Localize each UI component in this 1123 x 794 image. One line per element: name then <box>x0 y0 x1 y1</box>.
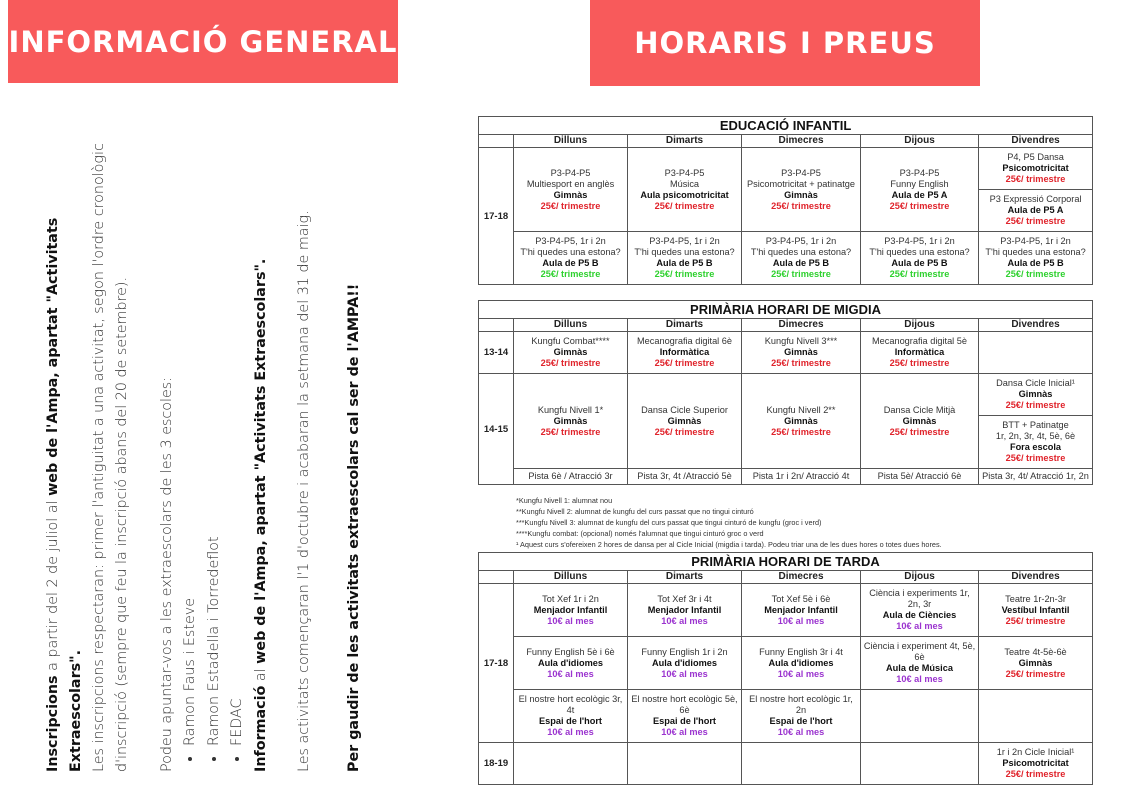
price-text: 25€/ trimestre <box>1005 174 1066 184</box>
activity-text: Teatre 1r-2n-3r <box>1005 593 1066 604</box>
activity-text: P3-P4-P5 <box>664 167 705 178</box>
membership-note <box>343 104 366 772</box>
schools-list <box>179 104 250 772</box>
corner-cell <box>479 571 514 584</box>
activity-cell <box>742 148 861 232</box>
activity-text: 1r, 2n, 3r, 4t, 5è, 6è <box>995 431 1076 441</box>
location-text: Espai de l'hort <box>769 716 833 726</box>
activity-cell <box>861 374 979 469</box>
table-row <box>479 690 1093 743</box>
table-title: PRIMÀRIA HORARI DE TARDA <box>479 553 1093 571</box>
activity-text: Dansa Cicle Superior <box>641 404 728 415</box>
activity-text: Teatre 4t-5è-6è <box>1004 646 1067 657</box>
table-row <box>479 637 1093 690</box>
activity-text: Pista 5è/ Atracció 6è <box>877 471 962 481</box>
activity-text: P3-P4-P5, 1r i 2n <box>765 236 837 246</box>
price-text: 25€/ trimestre <box>889 358 950 368</box>
activity-box <box>861 469 978 484</box>
bold-text: Per gaudir de les activitats extraescolars cal ser de l'AMPA!! <box>345 283 362 772</box>
activity-text: P3-P4-P5, 1r i 2n <box>884 236 955 246</box>
price-text: 10€ al mes <box>777 615 825 626</box>
activity-text: T'hi quedes una estona? <box>985 247 1086 257</box>
price-text: 25€/ trimestre <box>771 426 831 437</box>
price-text: 25€/ trimestre <box>654 358 715 368</box>
price-text: 10€ al mes <box>661 727 708 737</box>
footnotes <box>516 495 942 550</box>
location-text: Gimnàs <box>553 189 588 200</box>
activity-box <box>514 690 627 742</box>
activity-text: T'hi quedes una estona? <box>520 247 621 257</box>
location-text: Menjador Infantil <box>764 604 838 615</box>
activity-cell <box>628 374 742 469</box>
price-text: 25€/ trimestre <box>1005 216 1066 226</box>
table-title: PRIMÀRIA HORARI DE MIGDIA <box>479 301 1093 319</box>
price-text: 25€/ trimestre <box>654 269 715 279</box>
day-header: Dimecres <box>742 135 861 148</box>
location-text: Gimnàs <box>902 415 937 426</box>
footnote: ***Kungfu Nivell 3: alumnat de kungfu del curs passat que tingui cinturó de kungfu (groc i verd) <box>516 518 822 527</box>
activity-text: BTT + Patinatge <box>1002 420 1069 430</box>
activity-box <box>628 760 741 768</box>
activity-box <box>742 760 860 768</box>
activity-box <box>514 232 627 284</box>
time-slot: 17-18 <box>479 148 514 285</box>
activity-box <box>628 332 741 373</box>
activity-box <box>979 415 1092 468</box>
price-text: 25€/ trimestre <box>1005 769 1066 779</box>
day-header: Dilluns <box>514 571 628 584</box>
activity-text: P3-P4-P5 <box>781 167 821 178</box>
activity-cell <box>979 690 1093 743</box>
activity-box <box>628 643 741 684</box>
activity-box <box>514 590 627 631</box>
bold-text: Informació <box>252 685 269 772</box>
day-header: Divendres <box>979 135 1093 148</box>
location-text: Vestíbul Infantil <box>1001 604 1070 615</box>
text: a partir del 2 de juliol al <box>45 495 61 676</box>
day-header: Dilluns <box>514 319 628 332</box>
inscriptions-paragraph <box>42 104 88 772</box>
activity-text: P4, P5 Dansa <box>1007 152 1064 162</box>
day-header: Dilluns <box>514 135 628 148</box>
activity-box <box>861 584 978 636</box>
location-text: Aula de Música <box>886 663 953 673</box>
activity-text: Pista 1r i 2n/ Atracció 4t <box>752 471 850 481</box>
location-text: Psicomotricitat <box>1002 758 1069 768</box>
school-item: • FEDAC <box>226 104 250 746</box>
footnote: ****Kungfu combat: (opcional) només l'alumnat que tingui cinturó groc o verd <box>516 529 764 538</box>
activity-text: Kungfu Nivell 2** <box>766 404 836 415</box>
text: al <box>252 663 269 686</box>
activity-box <box>742 232 860 284</box>
time-slot: 18-19 <box>479 743 514 785</box>
activity-cell <box>742 469 861 485</box>
location-text: Aula de P5 B <box>656 258 713 268</box>
activity-box <box>979 712 1092 720</box>
schools-intro: Podeu apuntar-vos a les extraescolars de les 3 escoles: <box>159 376 175 772</box>
table-row <box>479 469 1093 485</box>
activity-box <box>861 232 978 284</box>
activity-box <box>979 232 1092 284</box>
ampa-web-link-text: web de l'Ampa, apartat "Activitats Extraescolars". <box>45 217 84 772</box>
activity-text: Dansa Cicle Mitjà <box>883 404 956 415</box>
price-text: 10€ al mes <box>661 615 708 626</box>
activity-box <box>514 164 627 216</box>
activity-cell <box>861 232 979 285</box>
location-text: Gimnàs <box>1018 389 1053 399</box>
day-header: Dimarts <box>628 135 742 148</box>
activity-box <box>979 743 1092 784</box>
day-header: Dijous <box>861 319 979 332</box>
price-text: 10€ al mes <box>777 668 825 679</box>
price-text: 10€ al mes <box>896 674 943 684</box>
activity-box <box>742 332 860 373</box>
schedule-table-tarda <box>478 552 1093 785</box>
activity-box <box>628 401 741 442</box>
price-text: 10€ al mes <box>896 621 943 631</box>
activity-text: El nostre hort ecològic 1r, 2n <box>749 694 853 715</box>
table-row <box>479 232 1093 285</box>
activity-cell <box>979 637 1093 690</box>
day-header: Dimarts <box>628 319 742 332</box>
activity-box <box>628 690 741 742</box>
schedule-table-migdia <box>478 300 1093 485</box>
location-text: Aula d'idiomes <box>652 657 717 668</box>
activity-box <box>979 643 1092 684</box>
activity-box <box>628 164 741 216</box>
activity-text: P3-P4-P5, 1r i 2n <box>535 236 606 246</box>
location-text: Gimnàs <box>784 347 818 357</box>
activity-box <box>861 637 978 689</box>
price-text: 25€/ trimestre <box>540 426 601 437</box>
time-slot: 13-14 <box>479 332 514 374</box>
activity-box <box>514 401 627 442</box>
activity-text: Funny English 1r i 2n <box>641 646 728 657</box>
price-text: 25€/ trimestre <box>771 200 831 211</box>
activity-text: P3 Expressió Corporal <box>989 194 1082 204</box>
general-info-text <box>42 104 372 772</box>
activity-box <box>628 469 741 484</box>
order-paragraph: Les inscripcions respectaran: primer l'antiguitat a una activitat, segon l'ordre cronològic d'inscripció (sempre que feu la inscripció abans del 20 de setembre). <box>91 143 130 772</box>
price-text: 10€ al mes <box>547 727 594 737</box>
activity-text: T'hi quedes una estona? <box>750 247 852 257</box>
location-text: Informàtica <box>894 347 945 357</box>
activity-box <box>742 469 860 484</box>
activity-text: Funny English <box>890 178 949 189</box>
activity-cell <box>861 637 979 690</box>
footnote: ¹ Aquest curs s'ofereixen 2 hores de dansa per al Cicle Inicial (migdia i tarda). Podeu triar una de les dues hores o totes dues hores. <box>516 540 942 549</box>
activity-box <box>861 712 978 720</box>
banner-informacio-general <box>8 0 398 83</box>
school-item: • Ramon Estadella i Torredeflot <box>203 104 227 746</box>
day-header: Dijous <box>861 135 979 148</box>
location-text: Gimnàs <box>784 415 818 426</box>
corner-cell <box>479 319 514 332</box>
location-text: Gimnàs <box>1018 657 1053 668</box>
activity-cell <box>979 469 1093 485</box>
location-text: Fora escola <box>1009 442 1062 452</box>
activity-text: El nostre hort ecològic 3r, 4t <box>518 694 623 715</box>
activity-box <box>861 760 978 768</box>
activity-box <box>979 469 1092 484</box>
activity-cell <box>979 332 1093 374</box>
time-slot: 14-15 <box>479 374 514 485</box>
activity-cell <box>514 690 628 743</box>
activity-text: Kungfu Combat**** <box>531 336 610 346</box>
ampa-web-link-text: web de l'Ampa, apartat "Activitats Extraescolars". <box>252 258 269 664</box>
price-text: 25€/ trimestre <box>540 269 601 279</box>
activity-cell <box>628 637 742 690</box>
activity-cell <box>861 148 979 232</box>
activity-box <box>861 332 978 373</box>
activity-box <box>979 148 1092 189</box>
activity-cell <box>628 469 742 485</box>
price-text: 25€/ trimestre <box>771 269 831 279</box>
location-text: Aula d'idiomes <box>768 657 834 668</box>
table-row <box>479 148 1093 232</box>
price-text: 25€/ trimestre <box>771 358 831 368</box>
activity-cell <box>742 637 861 690</box>
table-row <box>479 584 1093 637</box>
activity-box <box>514 332 627 373</box>
activity-cell <box>514 469 628 485</box>
activity-text: Psicomotricitat + patinatge <box>746 178 855 189</box>
activity-box <box>742 401 860 442</box>
location-text: Espai de l'hort <box>539 716 602 726</box>
activity-text: P3-P4-P5 <box>899 167 940 178</box>
price-text: 25€/ trimestre <box>889 426 950 437</box>
price-text: 25€/ trimestre <box>654 426 715 437</box>
location-text: Espai de l'hort <box>653 716 716 726</box>
activity-text: Pista 6è / Atracció 3r <box>528 471 613 481</box>
school-item: • Ramon Faus i Esteve <box>179 104 203 746</box>
activity-cell <box>514 637 628 690</box>
activity-cell <box>514 232 628 285</box>
activity-text: T'hi quedes una estona? <box>869 247 970 257</box>
location-text: Gimnàs <box>553 415 588 426</box>
banner-title: HORARIS I PREUS <box>634 26 936 60</box>
activity-text: Música <box>669 178 700 189</box>
time-slot: 17-18 <box>479 584 514 743</box>
activity-cell <box>861 469 979 485</box>
price-text: 25€/ trimestre <box>540 358 601 368</box>
activity-cell <box>742 690 861 743</box>
activity-box <box>742 164 860 216</box>
price-text: 25€/ trimestre <box>889 200 950 211</box>
activity-box <box>979 349 1092 357</box>
activity-box <box>861 164 978 216</box>
activity-text: Dansa Cicle Inicial¹ <box>996 378 1075 388</box>
price-text: 10€ al mes <box>547 668 594 679</box>
activity-cell <box>742 743 861 785</box>
table-title: EDUCACIÓ INFANTIL <box>479 117 1093 135</box>
location-text: Gimnàs <box>553 347 588 357</box>
activity-cell <box>861 584 979 637</box>
information-paragraph <box>250 104 273 772</box>
dates-paragraph: Les activitats començaran l'1 d'octubre i acabaran la setmana del 31 de maig. <box>295 210 312 772</box>
activity-box <box>514 469 627 484</box>
activity-text: P3-P4-P5, 1r i 2n <box>1000 236 1071 246</box>
activity-text: P3-P4-P5, 1r i 2n <box>649 236 720 246</box>
activity-cell <box>628 743 742 785</box>
schedule-table-infantil <box>478 116 1093 285</box>
activity-cell <box>514 148 628 232</box>
location-text: Aula de P5 B <box>1007 258 1064 268</box>
day-header: Divendres <box>979 319 1093 332</box>
activity-cell <box>514 374 628 469</box>
activity-text: Ciència i experiment 4t, 5è, 6è <box>863 641 976 662</box>
activity-box <box>742 643 860 684</box>
activity-text: 1r i 2n Cicle Inicial¹ <box>996 747 1075 757</box>
footnote: **Kungfu Nivell 2: alumnat de kungfu del curs passat que no tingui cinturó <box>516 507 754 516</box>
activity-box <box>742 690 860 742</box>
activity-box <box>628 232 741 284</box>
location-text: Gimnàs <box>784 189 818 200</box>
location-text: Aula de P5 B <box>772 258 830 268</box>
activity-box <box>514 760 627 768</box>
activity-cell <box>861 690 979 743</box>
activity-text: Ciència i experiments 1r, 2n, 3r <box>869 588 970 609</box>
activity-cell <box>514 584 628 637</box>
price-text: 25€/ trimestre <box>1005 453 1066 463</box>
day-header: Dijous <box>861 571 979 584</box>
activity-cell <box>628 332 742 374</box>
activity-text: Kungfu Nivell 3*** <box>764 336 838 346</box>
activity-cell <box>742 374 861 469</box>
location-text: Menjador Infantil <box>647 604 722 615</box>
location-text: Gimnàs <box>667 415 702 426</box>
activity-text: T'hi quedes una estona? <box>634 247 735 257</box>
activity-cell <box>628 232 742 285</box>
activity-box <box>742 590 860 631</box>
corner-cell <box>479 135 514 148</box>
activity-text: Funny English 3r i 4t <box>759 646 843 657</box>
location-text: Psicomotricitat <box>1002 163 1069 173</box>
activity-box <box>628 590 741 631</box>
price-text: 25€/ trimestre <box>654 200 715 211</box>
activity-box <box>514 643 627 684</box>
activity-box <box>979 189 1092 231</box>
activity-text: El nostre hort ecològic 5è, 6è <box>631 694 738 715</box>
location-text: Menjador Infantil <box>533 604 608 615</box>
price-text: 25€/ trimestre <box>1005 400 1066 410</box>
activity-text: Tot Xef 1r i 2n <box>542 593 599 604</box>
day-header: Dimarts <box>628 571 742 584</box>
activity-text: Pista 3r, 4t /Atracció 5è <box>637 471 732 481</box>
activity-cell <box>979 232 1093 285</box>
activity-cell <box>628 690 742 743</box>
price-text: 25€/ trimestre <box>1005 269 1066 279</box>
location-text: Aula de P5 A <box>1007 205 1064 215</box>
activity-cell <box>861 743 979 785</box>
activity-text: Tot Xef 3r i 4t <box>657 593 712 604</box>
activity-text: Multiesport en anglès <box>526 178 615 189</box>
activity-cell <box>979 743 1093 785</box>
activity-text: Mecanografia digital 6è <box>637 336 732 346</box>
table-row <box>479 743 1093 785</box>
activity-cell <box>514 332 628 374</box>
table-row <box>479 374 1093 469</box>
location-text: Aula d'idiomes <box>538 657 603 668</box>
location-text: Aula de Ciències <box>882 610 957 620</box>
location-text: Informàtica <box>659 347 710 357</box>
activity-cell <box>979 584 1093 637</box>
activity-cell <box>628 584 742 637</box>
day-header: Dimecres <box>742 571 861 584</box>
location-text: Aula de P5 B <box>542 258 599 268</box>
activity-box <box>979 590 1092 631</box>
footnote: *Kungfu Nivell 1: alumnat nou <box>516 496 613 505</box>
activity-cell <box>628 148 742 232</box>
activity-text: Kungfu Nivell 1* <box>537 404 604 415</box>
price-text: 10€ al mes <box>547 615 594 626</box>
activity-box <box>861 401 978 442</box>
price-text: 25€/ trimestre <box>540 200 601 211</box>
location-text: Aula de P5 B <box>891 258 948 268</box>
location-text: Aula de P5 A <box>891 189 948 200</box>
activity-cell <box>979 374 1093 469</box>
day-header: Dimecres <box>742 319 861 332</box>
activity-cell <box>514 743 628 785</box>
table-row <box>479 332 1093 374</box>
price-text: 10€ al mes <box>661 668 708 679</box>
price-text: 10€ al mes <box>777 727 825 737</box>
activity-cell <box>742 232 861 285</box>
activity-cell <box>861 332 979 374</box>
location-text: Aula psicomotricitat <box>640 189 729 200</box>
banner-title: INFORMACIÓ GENERAL <box>8 24 398 59</box>
activity-text: Pista 3r, 4t/ Atracció 1r, 2n <box>982 471 1089 481</box>
activity-text: Funny English 5è i 6è <box>526 646 615 657</box>
activity-text: Tot Xef 5è i 6è <box>771 593 831 604</box>
price-text: 25€/ trimestre <box>889 269 950 279</box>
bold-text: Inscripcions <box>45 675 61 772</box>
price-text: 25€/ trimestre <box>1005 668 1066 679</box>
banner-horaris-preus <box>590 0 980 86</box>
price-text: 25€/ trimestre <box>1005 615 1066 626</box>
activity-cell <box>742 332 861 374</box>
activity-cell <box>979 148 1093 232</box>
activity-text: P3-P4-P5 <box>550 167 591 178</box>
activity-box <box>979 374 1092 415</box>
activity-cell <box>742 584 861 637</box>
day-header: Divendres <box>979 571 1093 584</box>
activity-text: Mecanografia digital 5è <box>872 336 967 346</box>
